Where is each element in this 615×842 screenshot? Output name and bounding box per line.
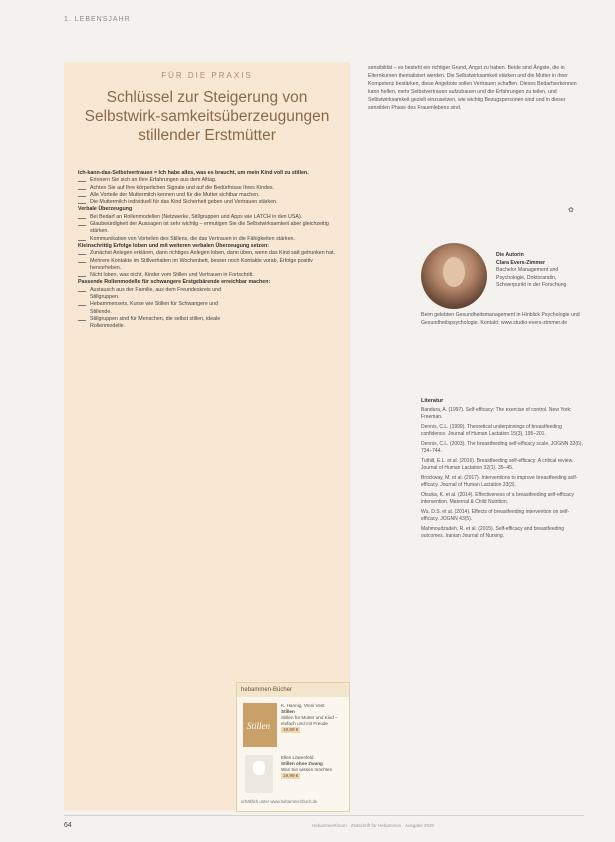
box-heading-4: Passende Rollenmodelle für schwangere Erstgebärende erreichbar machen: xyxy=(78,279,271,286)
book-advertisement[interactable] xyxy=(236,682,350,812)
ad-footer-link[interactable]: erhältlich unter www.hebammenbuch.de xyxy=(241,799,318,804)
literature-entry: Otsuka, K. et al. (2014). Effectiveness of a breastfeeding self-efficacy intervention. Maternal & Child Nutrition. xyxy=(421,492,574,505)
book2-author: Ellen Löwenfeld xyxy=(281,755,314,760)
section-header: 1. LEBENSJAHR xyxy=(64,16,131,23)
list-item: Glaubwürdigkeit der Aussagen ist sehr wichtig – ermutigen Sie die Selbstwirksamkeit aber gleichzeitig stärken. xyxy=(78,221,340,236)
book2-title: Stillen ohne Zwang xyxy=(281,761,323,766)
page-number: 64 xyxy=(64,822,72,829)
box-heading-2: Verbale Überzeugung xyxy=(78,206,133,213)
list-item: Kommunikation von Vorteilen des Stillens, die das Vertrauen in die Fähigkeiten stärken. xyxy=(78,236,340,243)
article-text: sensibilität – es besteht ein richtiger Grund, Angst zu haben. Beide sind Ängste, die in Elternkursen thematisiert werden. Die Selbstwirksamkeit stärken und die Mutter in ihrer Kompetenz bestärken, diese Angebote sollen Vertrauen schaffen. Dieses Bedarfserkennen kann helfen, mehr Selbstvertrauen aufzubauen und die Erfahrungen zu teilen, und Selbstwirksamkeit gezielt einzusetzen, wie wichtig Bezugspersonen sind und in dieser sensiblen Phase des Frauenlebens sind. xyxy=(368,65,577,111)
author-photo xyxy=(421,243,487,309)
footer-text: Hebammenforum · Zeitschrift für Hebammen · Ausgabe 2020 xyxy=(312,823,435,828)
box-title: Schlüssel zur Steigerung von Selbstwirk-samkeitsüberzeugungen stillender Erstmütter xyxy=(84,89,330,144)
literature-entry: Wu, D.S. et al. (2014). Effects of breastfeeding intervention on self-efficacy. JOGNN 43(5). xyxy=(421,509,570,522)
box-heading-3: Kleinschrittig Erfolge loben und mit weiteren verbalen Überzeugung setzen: xyxy=(78,242,270,249)
list-item: Achten Sie auf Ihre körperlichen Signale und auf die Bedürfnisse Ihres Kindes. xyxy=(78,185,340,192)
literature-entry: Dennis, C.L. (2003). The breastfeeding self-efficacy scale. JOGNN 32(6), 734–744. xyxy=(421,441,583,454)
literature-entry: Tuthill, E.L. et al. (2016). Breastfeeding self-efficacy: A critical review. Journal of Human Lactation 32(1), 35–45. xyxy=(421,458,574,471)
ad-header: hebammen-Bücher xyxy=(237,683,349,697)
literature-list xyxy=(421,398,587,543)
literature-entry: Dennis, C.L. (1999). Theoretical underpinnings of breastfeeding confidence. Journal of Human Lactation 15(3), 195–201. xyxy=(421,424,562,437)
box-body xyxy=(78,170,340,331)
literature-entry: Brockway, M. et al. (2017). Interventions to improve breastfeeding self-efficacy. Journal of Human Lactation 33(3). xyxy=(421,475,578,488)
literature-entry: Mahmoudzadeh, R. et al. (2015). Self-efficacy and breastfeeding outcomes. Iranian Journal of Nursing. xyxy=(421,526,565,539)
author-name: Clara Evers-Zimmer xyxy=(496,259,546,266)
book-cover-stillen[interactable] xyxy=(243,703,277,747)
author-label: Die Autorin xyxy=(496,252,524,258)
list-item: Hebammensets, Kurse wie Stillen für Schwangere und Stillende. xyxy=(78,301,240,316)
list-item: Nicht loben, was nicht, Kinder vom Stillen und Vertrauen in Fortschritt. xyxy=(78,272,340,279)
box-kicker: FÜR DIE PRAXIS xyxy=(161,71,253,80)
book-cover-word: Stillen xyxy=(247,721,270,731)
box-heading-1: Ich-kann-das-Selbstvertrauen = Ich habe alles, was es braucht, um mein Kind voll zu stillen. xyxy=(78,170,309,176)
end-mark-icon: ✿ xyxy=(568,207,574,214)
book2-info xyxy=(281,755,345,779)
author-info xyxy=(496,252,586,290)
book1-info xyxy=(281,703,345,733)
book1-title: Stillen xyxy=(281,709,295,714)
list-item: Mehrere Kontakte im Stillverhalten im Wochenbett, besser noch Kontakte vorab, Erfolge positiv hervorheben. xyxy=(78,258,340,273)
book2-desc: Was Sie wissen möchten xyxy=(281,767,333,772)
literature-title: Literatur xyxy=(421,398,444,404)
book1-desc: Stillen für Mutter und Kind – einfach und mit Freude xyxy=(281,715,338,726)
list-item: Alle Vorteile der Muttermilch kennen und für die Mutter sichtbar machen. xyxy=(78,192,340,199)
author-role: Bachelor Management und Psychologie, Doktorandin, Schwerpunkt in der Forschung xyxy=(496,267,567,288)
list-item: Zunächst Anlegen erklären, dann richtiges Anlegen loben, dann üben, wenn das Kind satt getrunken hat. xyxy=(78,250,340,257)
list-item: Austausch aus der Familie, aus dem Freundeskreis und Stillgruppen. xyxy=(78,287,240,302)
list-item: Die Muttermilch individuell für das Kind Sicherheit geben und Vertrauen stärken. xyxy=(78,199,340,206)
list-item: Stillgruppen sind für Menschen, die selbst stillen, ideale Rollenmodelle. xyxy=(78,316,240,331)
book1-price: 19,99 € xyxy=(283,727,299,732)
literature-entry: Bandura, A. (1997). Self-efficacy: The exercise of control. New York: Freeman. xyxy=(421,407,572,420)
list-item: Erinnern Sie sich an Ihre Erfahrungen aus dem Alltag. xyxy=(78,177,340,184)
book1-author: K. Hannig, Vreni Vest xyxy=(281,703,325,708)
author-bio: Beim gelebten Gesundheitsmanagement in Hinblick Psychologie und Gesundheitspsychologie. Kontakt: www.studio-evers-zimmer.de xyxy=(421,312,580,326)
list-item: Bei Bedarf an Rollenmodellen (Netzwerke, Stillgruppen und Apps wie LATCH in den USA). xyxy=(78,214,340,221)
book-cover-stillen-ohne-zwang[interactable] xyxy=(245,755,273,793)
footer-divider xyxy=(64,815,584,816)
book2-price: 19,99 € xyxy=(283,773,299,778)
